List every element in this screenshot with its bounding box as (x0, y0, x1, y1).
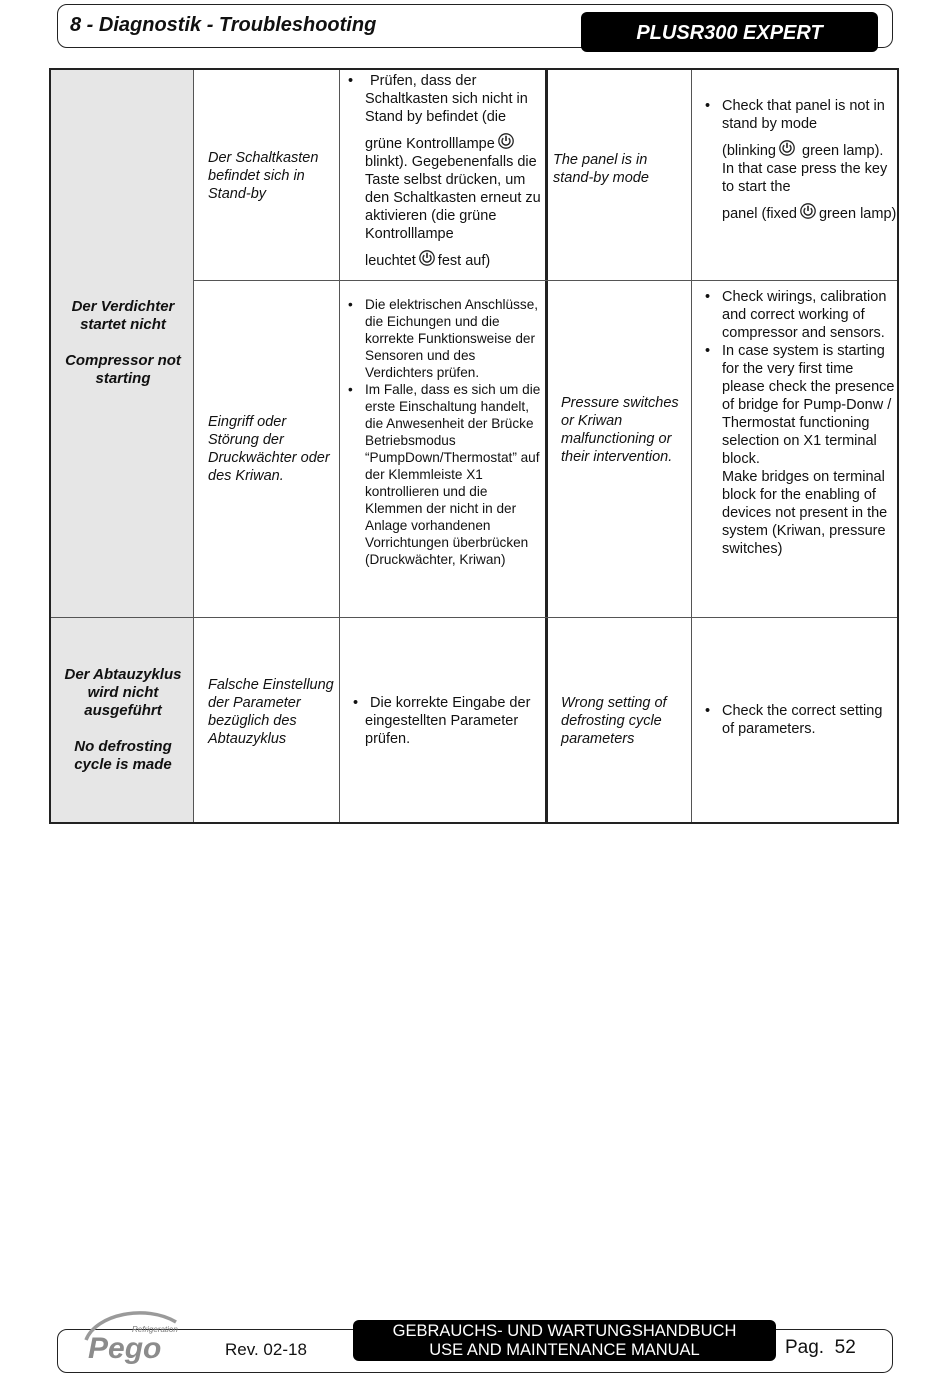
power-icon (419, 250, 435, 266)
symptom-de: Der Abtauzyklus wird nicht ausgeführt (64, 666, 182, 719)
svg-text:Refrigeration: Refrigeration (132, 1325, 178, 1334)
symptom-en: No defrosting cycle is made (74, 738, 172, 773)
manual-badge (353, 1320, 776, 1361)
symptom-cell (57, 298, 189, 388)
list-item: • Die elektrischen Anschlüsse, die Eichungen und die korrekte Funktionsweise der Sensoren und des Verdichters prüfen. (365, 296, 543, 381)
cause-en: The panel is in stand-by mode (553, 152, 649, 186)
remedy-de (347, 694, 543, 748)
list-item: • Check wirings, calibration and correct working of compressor and sensors. (722, 288, 897, 342)
remedy-en (704, 97, 897, 223)
cause-en: Pressure switches or Kriwan malfunctioning or their intervention. (561, 395, 679, 465)
remedy-text: leuchtet (365, 253, 416, 269)
product-badge: PLUSR300 EXPERT (581, 12, 878, 52)
remedy-text: fest auf) (437, 253, 491, 269)
symptom-en: Compressor not starting (65, 352, 181, 387)
list-item: • Check the correct setting of parameters. (722, 702, 884, 738)
list-item: • In case system is starting for the very first time please check the presence of bridge for Pump-Donw / Thermostat functioning selection on X1 terminal block. (722, 342, 897, 468)
power-icon (498, 133, 514, 149)
remedy-text: panel (fixed (722, 206, 797, 222)
remedy-text: Make bridges on terminal block for the enabling of devices not present in the system (Kriwan, pressure switches) (722, 469, 888, 557)
list-item: • Die korrekte Eingabe der eingestellten Parameter prüfen. (365, 694, 543, 748)
remedy-text: grüne Kontrolllampe (365, 136, 495, 152)
power-icon (800, 203, 816, 219)
svg-text:Pego: Pego (88, 1332, 162, 1365)
remedy-text: (blinking (722, 143, 776, 159)
remedy-text: green lamp) (818, 206, 897, 222)
pego-logo (82, 1306, 182, 1366)
cause-de: Falsche Einstellung der Parameter bezüglich des Abtauzyklus (208, 677, 334, 747)
cause-de: Der Schaltkasten befindet sich in Stand-by (208, 150, 319, 202)
troubleshooting-table (49, 68, 899, 824)
remedy-text: Check that panel is not in stand by mode (722, 98, 885, 132)
symptom-cell (57, 666, 189, 774)
remedy-text: blinkt). Gegebenenfalls die Taste selbst drücken, um den Schaltkasten erneut zu aktivieren (die grüne Kontrolllampe (365, 154, 541, 242)
symptom-de: Der Verdichter startet nicht (71, 298, 175, 333)
list-item: • Im Falle, dass es sich um die erste Einschaltung handelt, die Anwesenheit der Brücke Betriebsmodus “PumpDown/Thermostat” auf der Klemmleiste X1 kontrollieren und die Klemmen der nicht in der Anlage vorhandenen Vorrichtungen überbrücken (Druckwächter, Kriwan) (365, 381, 543, 568)
power-icon (779, 140, 795, 156)
manual-title-en: USE AND MAINTENANCE MANUAL (429, 1341, 700, 1359)
remedy-en (704, 288, 897, 558)
cause-de: Eingriff oder Störung der Druckwächter oder des Kriwan. (208, 414, 330, 484)
remedy-en (704, 702, 884, 738)
page-number: Pag. 52 (785, 1337, 856, 1358)
remedy-text: green lamp). In that case press the key to start the (722, 143, 888, 195)
revision-label: Rev. 02-18 (225, 1340, 307, 1359)
section-title: 8 - Diagnostik - Troubleshooting (70, 14, 377, 36)
list-item (722, 97, 897, 223)
manual-title-de: GEBRAUCHS- UND WARTUNGSHANDBUCH (392, 1322, 737, 1340)
remedy-de (347, 296, 543, 568)
remedy-text: Prüfen, dass der Schaltkasten sich nicht in Stand by befindet (die (365, 73, 528, 125)
list-item (365, 72, 543, 270)
cause-en: Wrong setting of defrosting cycle parameters (561, 695, 667, 747)
remedy-de (347, 72, 543, 270)
